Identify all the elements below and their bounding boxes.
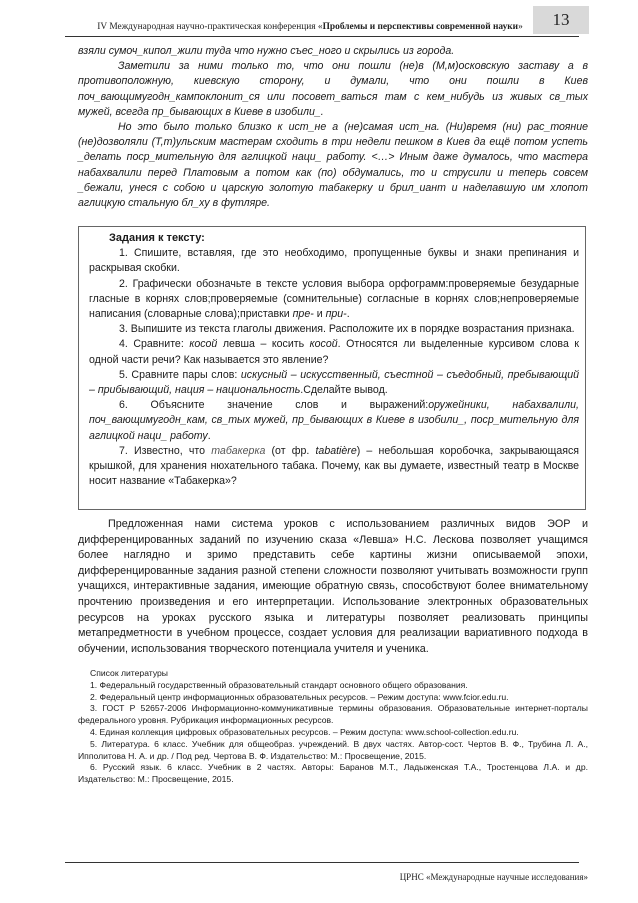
task-6-tail: .	[207, 429, 211, 442]
task-4-word-2: косой	[309, 338, 338, 351]
task-4-word-1: косой	[189, 338, 218, 351]
reference-item: 6. Русский язык. 6 класс. Учебник в 2 частях. Авторы: Баранов М.Т., Ладыженская Т.А., Тростенцова Л.А. и др. Издательство: М.: Просвещение, 2015.	[78, 762, 588, 785]
conference-prefix: IV Международная научно-практическая конференция «	[97, 22, 323, 32]
task-7-french-word: tabatière	[315, 444, 357, 457]
task-item-4	[89, 337, 579, 367]
task-item-3: 3. Выпишите из текста глаголы движения. Расположите их в порядке возрастания признака.	[119, 323, 575, 336]
story-paragraph: Но это было только близко к ист_не а (не)самая ист_на. (Ни)время (ни) рас_тояние (не)дозволяли (Т,т)ульским мастерам сходить в три недели пешком в Киев да ещё потом успеть _делать поср_мительную для аглицкой наци_ работу. <…> Иным даже думалось, что мастера набахвалили перед Платовым а потом как (по) обдумались, то и струсили и теперь совсем _бежали, унеся с собою и царскую золотую табакерку и брил_иант и наделавшую им хлопот аглицкую стальную бл_ху в футляре.	[78, 121, 588, 210]
task-4-text: 4. Сравните:	[119, 338, 190, 351]
task-5-tail: .Сделайте вывод.	[300, 384, 388, 397]
page-number: 13	[533, 6, 589, 34]
task-4-mid: левша – косить	[217, 338, 310, 351]
task-2-end: .	[346, 308, 350, 321]
task-item-2	[89, 277, 579, 323]
main-paragraph: Предложенная нами система уроков с использованием различных видов ЭОР и дифференцированных заданий по изучению сказа «Левша» Н.С. Лескова позволяет учащимся более наглядно и зримо представить себе картины жизни описываемой эпохи, дифференцированные задания разной степени сложности позволяют учитывать возможности групп учащихся, интерактивные задания, имеющие обратную связь, способствуют более внимательному прочтению произведения и его интерпретации. Использование электронных образовательных ресурсов на уроках русского языка и литературы позволяет реализовать принципы метапредметности в учебном процессе, создает условия для реализации вариативного подхода в обучении, использования творческого потенциала учителя и ученика.	[78, 518, 588, 655]
reference-item: 5. Литература. 6 класс. Учебник для общеобраз. учреждений. В двух частях. Автор-сост. Чертов В. Ф., Трубина Л. А., Ипполитова Н. А. и др. / Под ред. Чертова В. Ф. Издательство: М.: Просвещение, 2015.	[78, 738, 588, 761]
task-7-text: 7. Известно, что	[119, 444, 212, 457]
references	[78, 668, 588, 786]
main-text-block	[78, 517, 588, 657]
story-excerpt	[78, 44, 588, 211]
reference-item: 2. Федеральный центр информационных образовательных ресурсов. – Режим доступа: www.fcior.edu.ru.	[90, 691, 509, 702]
tasks-heading: Задания к тексту:	[109, 232, 205, 244]
task-5-pairs: искусный – искусственный, съестной – съедобный, пребывающий – прибывающий, нация – национальность	[89, 368, 580, 397]
task-6-words: оружейники, набахвалили, поч_вающимугодн_кам, св_тых мужей, пр_бывающих в Киеве в изобили_, поср_мительную для аглицкой наци_ работу	[89, 399, 579, 442]
task-6-text: 6. Объясните значение слов и выражений:	[119, 399, 429, 412]
task-2-prefix-pre: пре-	[292, 308, 314, 321]
task-7-mid: (от фр.	[265, 444, 316, 457]
references-title: Список литературы	[90, 668, 168, 678]
task-2-prefix-pri: при-	[325, 308, 347, 321]
reference-item: 3. ГОСТ Р 52657-2006 Информационно-коммуникативные термины образования. Образовательные интернет-порталы федерального уровня. Рубрикация информационных ресурсов.	[78, 703, 588, 726]
task-4-tail: . Относятся ли выделенные курсивом слова к одной части речи? Как называется это явление?	[89, 338, 580, 366]
reference-item: 4. Единая коллекция цифровых образовательных ресурсов. – Режим доступа: www.school-collection.edu.ru.	[90, 726, 519, 737]
task-item-5	[89, 368, 579, 398]
reference-item: 1. Федеральный государственный образовательный стандарт основного общего образования.	[90, 679, 468, 690]
footer-rule	[65, 862, 579, 863]
header-rule	[65, 36, 579, 37]
task-7-tail: ) – небольшая коробочка, закрывающаяся крышкой, для хранения нюхательного табака. Почему, как вы думаете, известный театр в Москве носит название «Табакерка»?	[89, 444, 580, 488]
footer-text: ЦРНС «Международные научные исследования»	[399, 872, 588, 882]
story-paragraph: Заметили за ними только то, что они пошли (не)в (М,м)осковскую заставу а в противоположную, киевскую сторону, и думали, что они пошли в Киев поч_вающимугодн_кампоклонит_ся или посовет_ваться там с кем_нибудь из живых св_тых мужей, всегда пр_бывающих в Киеве в изобили_.	[78, 60, 588, 118]
conference-header	[90, 22, 530, 32]
story-paragraph: взяли сумоч_кипол_жили туда что нужно съес_ного и скрылись из города.	[78, 45, 455, 57]
tasks-box	[78, 226, 586, 510]
task-item-7	[89, 444, 579, 490]
task-5-text: 5. Сравните пары слов:	[119, 368, 241, 381]
task-item-6	[89, 398, 579, 444]
conference-suffix: »	[518, 22, 523, 32]
task-2-text: 2. Графически обозначьте в тексте условия выбора орфограмм:проверяемые безударные гласные в корнях слов;проверяемые (сомнительные) согласные в корнях слов;непроверяемые написания (словарные слова);приставки	[89, 277, 579, 321]
conference-title: Проблемы и перспективы современной науки	[322, 22, 519, 32]
task-2-and: и	[313, 308, 326, 321]
task-7-word: табакерка	[211, 444, 266, 457]
task-item-1: 1. Спишите, вставляя, где это необходимо, пропущенные буквы и знаки препинания и раскрывая скобки.	[89, 247, 579, 275]
